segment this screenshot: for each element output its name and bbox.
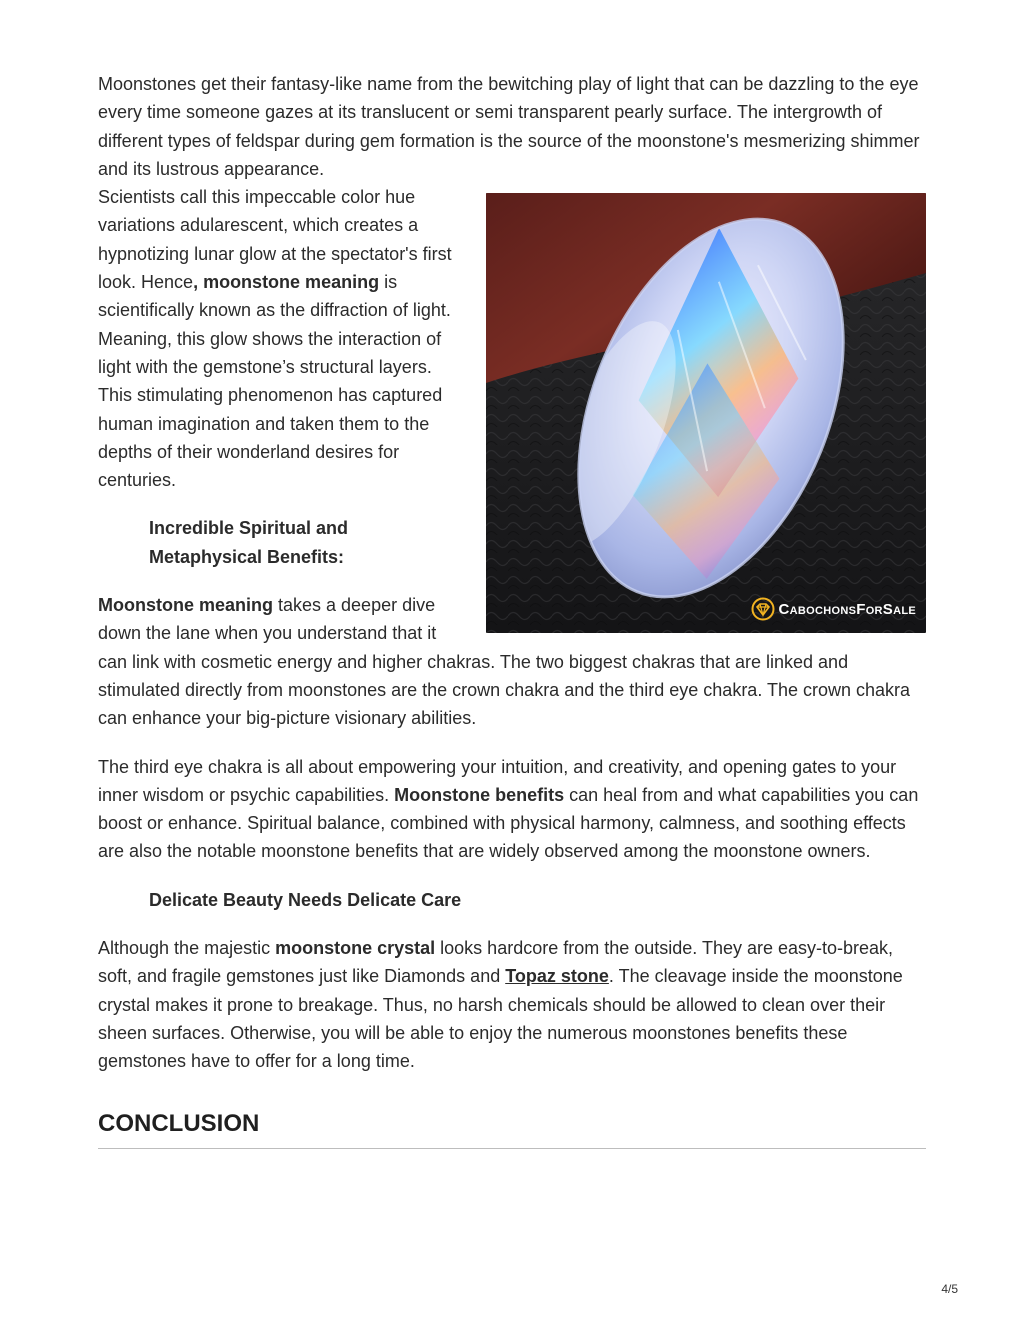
subheading-delicate-care: Delicate Beauty Needs Delicate Care [149, 889, 462, 910]
image-watermark [751, 597, 916, 621]
paragraph-chakras: Moonstone meaning takes a deeper dive down the lane when you understand that it can link with cosmetic energy and higher chakras. The two biggest chakras that are linked and stimulated directly from moonstones are the crown chakra and the third eye chakra. The crown chakra can enhance your big-picture visionary abilities. [98, 595, 911, 729]
page-number: 4/5 [941, 1282, 958, 1296]
paragraph-third-eye: The third eye chakra is all about empowering your intuition, and creativity, and opening gates to your inner wisdom or psychic capabilities. Moonstone benefits can heal from and what capabilities you can boost or enhance. Spiritual balance, combined with physical harmony, calmness, and soothing effects are also the notable moonstone benefits that are widely observed among the moonstone owners. [98, 756, 919, 862]
topaz-stone-link[interactable]: Topaz stone [505, 966, 609, 987]
moonstone-image [486, 193, 926, 633]
paragraph-adularescent: Scientists call this impeccable color hue variations adularescent, which creates a hypnotizing lunar glow at the spectator's first look. Hence, moonstone meaning is scientifically known as the diffraction of light. Meaning, this glow shows the interaction of light with the gemstone’s structural layers. This stimulating phenomenon has captured human imagination and taken them to the depths of their wonderland desires for centuries. [98, 187, 452, 491]
diamond-logo-icon [751, 597, 775, 621]
document-page [98, 70, 926, 1149]
paragraph-intro: Moonstones get their fantasy-like name from the bewitching play of light that can be dazzling to the eye every time someone gazes at its translucent or semi transparent pearly surface. The intergrowth of different types of feldspar during gem formation is the source of the moonstone's mesmerizing shimmer and its lustrous appearance. [98, 74, 920, 179]
moonstone-photo [486, 193, 926, 633]
watermark-text: CabochonsForSale [778, 600, 916, 618]
paragraph-care: Although the majestic moonstone crystal looks hardcore from the outside. They are easy-to-break, soft, and fragile gemstones just like Diamonds and Topaz stone. The cleavage inside the moonstone crystal makes it prone to breakage. Thus, no harsh chemicals should be allowed to clean over their sheen surfaces. Otherwise, you will be able to enjoy the numerous moonstones benefits these gemstones have to offer for a long time. [98, 938, 903, 1072]
conclusion-heading: CONCLUSION [98, 1110, 926, 1149]
subheading-spiritual-benefits: Incredible Spiritual and Metaphysical Benefits: [149, 518, 349, 567]
